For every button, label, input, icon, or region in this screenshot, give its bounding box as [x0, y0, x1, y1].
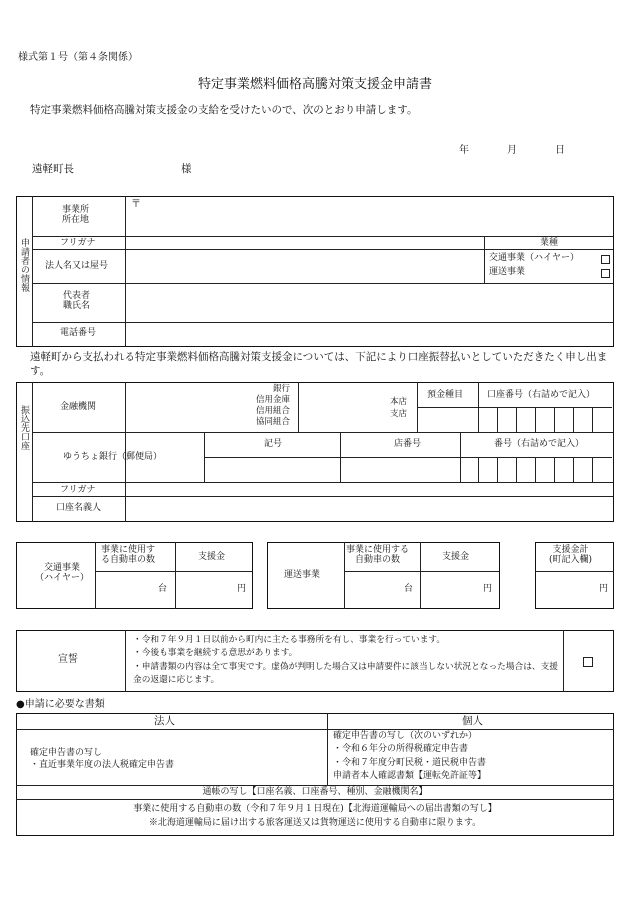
branch-types: 本店 支店 — [390, 397, 408, 419]
transport-vehicles-label: 事業に使用する 自動車の数 — [346, 545, 410, 566]
number-label: 番号（右詰めで記入） — [494, 439, 585, 449]
oath-label: 宣誓 — [58, 654, 78, 665]
transport-vehicle-count-field[interactable] — [347, 574, 401, 605]
bank-furigana-field[interactable] — [130, 484, 600, 495]
corporation-header: 法人 — [154, 715, 175, 727]
account-number-label: 口座番号（右詰めで記入） — [487, 390, 596, 400]
postal-mark: 〒 — [131, 199, 141, 210]
yucho-number-field[interactable] — [462, 460, 610, 480]
bank-furigana-label: フリガナ — [60, 485, 96, 495]
office-address-label: 事業所 所在地 — [62, 205, 90, 226]
date-month: 月 — [507, 145, 517, 156]
date-year: 年 — [459, 145, 469, 156]
applicant-section-label: 申請者の情報 — [19, 238, 29, 292]
financial-institution-label: 金融機関 — [60, 402, 97, 412]
taxi-label: 交通事業 （ハイヤー） — [35, 563, 90, 584]
representative-field[interactable] — [130, 286, 600, 320]
vehicles-note: ※北海道運輸局に届け出する旅客運送又は貨物運送に使用する自動車に限ります。 — [148, 818, 482, 828]
total-support-label: 支援金計 (町記入欄) — [549, 545, 593, 566]
taxi-vehicles-label: 事業に使用す る自動車の数 — [101, 545, 156, 566]
taxi-vehicle-count-field[interactable] — [98, 574, 154, 605]
transport-yen-unit: 円 — [483, 584, 493, 594]
bank-section-label: 振込先口座 — [19, 405, 29, 450]
branch-name-field[interactable] — [302, 386, 380, 430]
page-title: 特定事業燃料価格高騰対策支援金申請書 — [197, 77, 432, 92]
indiv-doc-2: ・令和６年分の所得税確定申告書 — [333, 744, 469, 754]
vehicles-doc: 事業に使用する自動車の数（令和７年９月１日現在)【北海道運輸局への届出書類の写し】 — [133, 804, 497, 814]
indiv-doc-3: ・令和７年度分町民税・道民税申告書 — [333, 758, 487, 768]
transport-vehicle-unit: 台 — [404, 584, 414, 594]
oath-checkbox[interactable] — [583, 657, 593, 667]
taxi-yen-unit: 円 — [237, 584, 247, 594]
phone-label: 電話番号 — [60, 328, 97, 338]
yucho-label: ゆうちょ銀行（郵便局） — [63, 452, 163, 462]
addressee-name: 遠軽町長 — [32, 163, 74, 175]
corp-doc-2: ・直近事業年度の法人税確定申告書 — [30, 760, 175, 770]
corp-doc-1: 確定申告書の写し — [30, 748, 103, 758]
transport-amount-field[interactable] — [423, 574, 479, 605]
taxi-vehicle-unit: 台 — [158, 584, 168, 594]
phone-field[interactable] — [130, 325, 600, 343]
oath-line-1: ・令和７年９月１日以前から町内に主たる事務所を有し、事業を行っています。 — [133, 635, 446, 645]
deposit-type-field[interactable] — [420, 410, 475, 430]
taxi-checkbox[interactable] — [601, 255, 610, 264]
account-holder-field[interactable] — [130, 499, 600, 518]
furigana-label: フリガナ — [60, 238, 96, 248]
store-number-field[interactable] — [343, 460, 458, 480]
symbol-label: 記号 — [264, 439, 283, 449]
indiv-doc-1: 確定申告書の写し（次のいずれか） — [333, 731, 478, 741]
representative-label: 代表者 職氏名 — [63, 291, 91, 312]
furigana-field[interactable] — [130, 237, 480, 248]
total-yen-unit: 円 — [599, 584, 609, 594]
transport-label: 運送事業 — [284, 570, 321, 580]
transfer-note: 遠軽町から支払われる特定事業燃料価格高騰対策支援金については、下記により口座振替払いとしていただきたく申し出ます。 — [30, 351, 608, 377]
taxi-amount-label: 支援金 — [198, 552, 226, 562]
form-number: 様式第１号（第４条関係） — [18, 52, 138, 63]
taxi-amount-field[interactable] — [178, 574, 234, 605]
individual-header: 個人 — [462, 715, 483, 727]
addressee-honorific: 様 — [181, 163, 192, 175]
corporate-name-label: 法人名又は屋号 — [45, 261, 109, 271]
store-number-label: 店番号 — [394, 439, 422, 449]
office-address-field[interactable] — [130, 210, 480, 234]
deposit-type-label: 預金種目 — [427, 390, 464, 400]
business-type-label: 業種 — [540, 238, 559, 248]
date-day: 日 — [555, 145, 565, 156]
intro-text: 特定事業燃料価格高騰対策支援金の支給を受けたいので、次のとおり申請します。 — [30, 104, 418, 116]
corporate-name-field[interactable] — [130, 251, 480, 281]
symbol-field[interactable] — [207, 460, 337, 480]
total-amount-field[interactable] — [538, 574, 596, 605]
transport-checkbox[interactable] — [601, 269, 610, 278]
account-number-field[interactable] — [480, 409, 610, 430]
account-holder-label: 口座名義人 — [56, 503, 102, 513]
passbook-doc: 通帳の写し【口座名義、口座番号、種別、金融機関名】 — [202, 787, 428, 797]
bank-types: 銀行 信用金庫 信用組合 協同組合 — [256, 384, 291, 427]
oath-line-3: ・申請書類の内容は全て事実です。虚偽が判明した場合又は申請要件に該当しない状況となった場合は、支援金の返還に応じます。 — [133, 662, 558, 685]
business-option-taxi: 交通事業（ハイヤー） — [489, 253, 580, 263]
documents-heading: ●申請に必要な書類 — [16, 699, 105, 710]
indiv-doc-4: 申請者本人確認書類【運転免許証等】 — [333, 771, 487, 781]
transport-amount-label: 支援金 — [442, 552, 470, 562]
business-option-transport: 運送事業 — [489, 267, 526, 277]
oath-line-2: ・今後も事業を継続する意思があります。 — [133, 648, 298, 658]
